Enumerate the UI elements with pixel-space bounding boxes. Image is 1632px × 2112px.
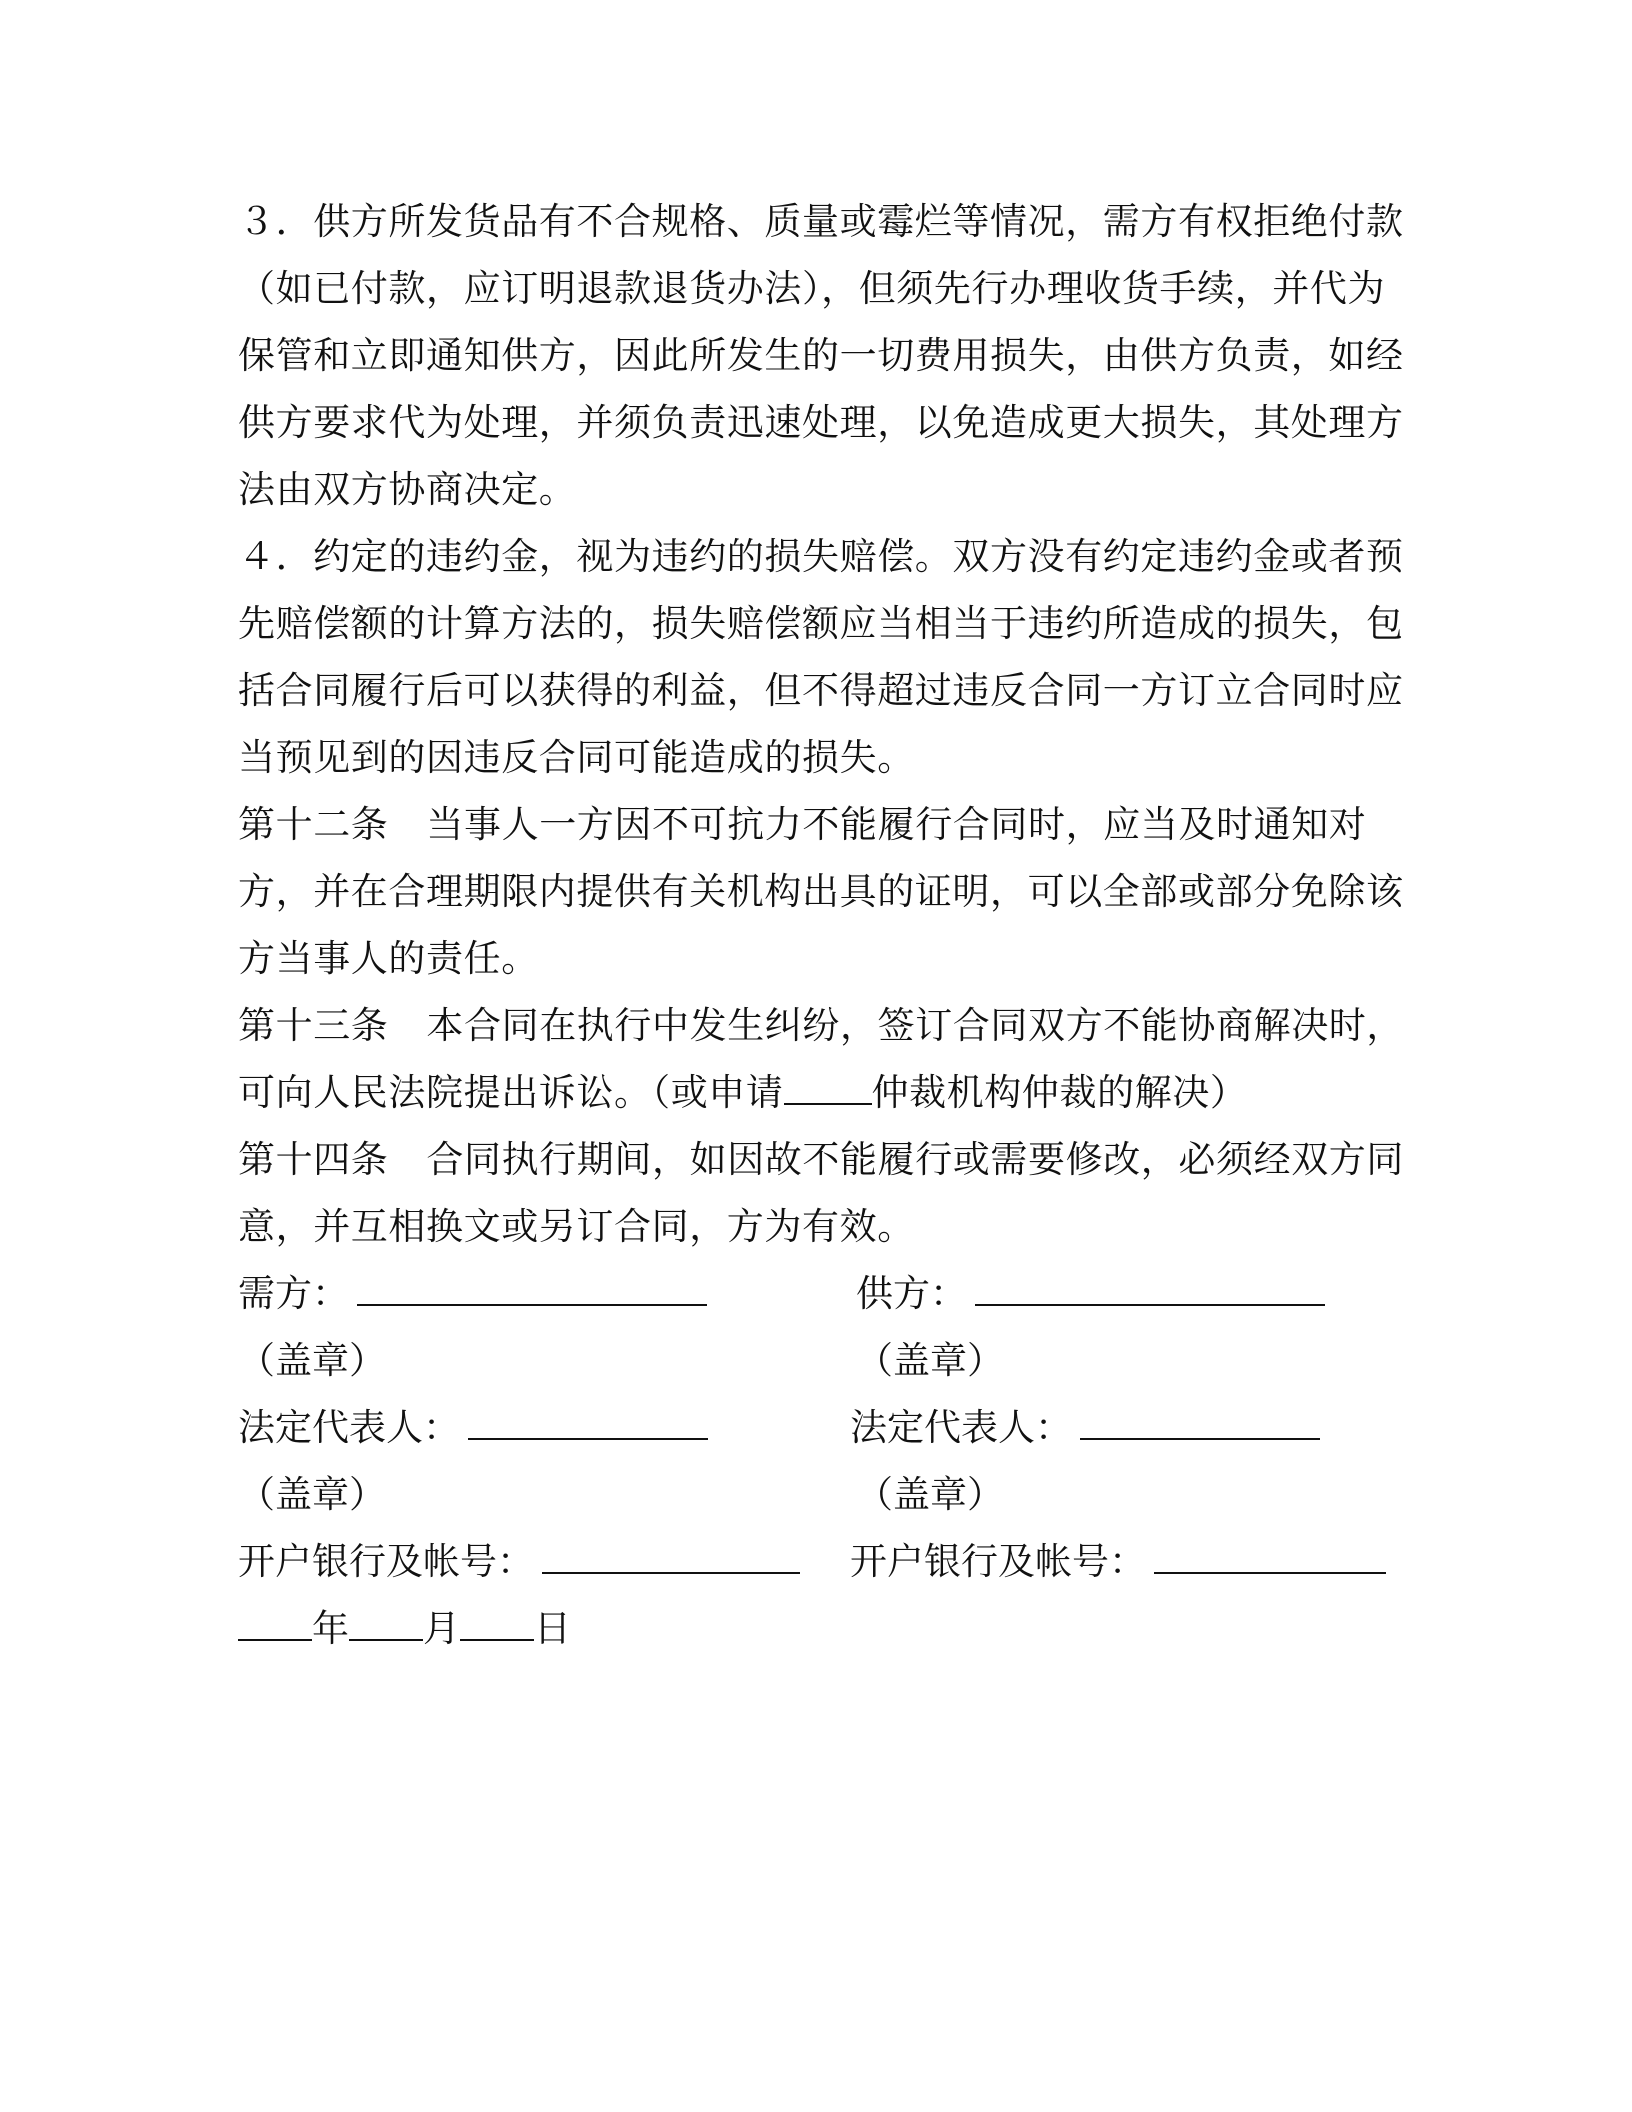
supplier-blank[interactable] <box>975 1260 1325 1306</box>
buyer-legal-rep-seal: （盖章） <box>238 1473 386 1516</box>
buyer-legal-rep-label: 法定代表人： <box>238 1406 460 1449</box>
article-14-line-1 <box>238 1126 1405 1193</box>
buyer-bank-field <box>238 1528 800 1595</box>
article-14-line-2: 意，并互相换文或另订合同，方为有效。 <box>238 1205 915 1248</box>
article-13-text-2b: 仲裁机构仲裁的解决） <box>871 1071 1248 1114</box>
supplier-legal-rep-field <box>850 1394 1320 1461</box>
bank-row <box>238 1528 1396 1595</box>
seal-row-2 <box>238 1461 1396 1528</box>
clause-3-line-2: （如已付款，应订明退款退货办法），但须先行办理收货手续，并代为 <box>238 267 1386 310</box>
month-label: 月 <box>423 1607 460 1650</box>
clause-3-line-3: 保管和立即通知供方，因此所发生的一切费用损失，由供方负责，如经 <box>238 334 1404 377</box>
date-row <box>238 1595 1396 1662</box>
buyer-bank-blank[interactable] <box>542 1528 800 1574</box>
supplier-seal: （盖章） <box>856 1339 1004 1382</box>
article-13-text-2a: 可向人民法院提出诉讼。（或申请 <box>238 1071 784 1114</box>
article-12-text-1: 当事人一方因不可抗力不能履行合同时，应当及时通知对 <box>426 803 1367 846</box>
year-label: 年 <box>312 1607 349 1650</box>
supplier-bank-field <box>850 1528 1386 1595</box>
seal-row-1 <box>238 1327 1396 1394</box>
clause-3-line-4: 供方要求代为处理，并须负责迅速处理，以免造成更大损失，其处理方 <box>238 401 1404 444</box>
clause-4-line-1: ４．约定的违约金，视为违约的损失赔偿。双方没有约定违约金或者预 <box>238 535 1404 578</box>
buyer-bank-label: 开户银行及帐号： <box>238 1540 534 1583</box>
article-13-text-1: 本合同在执行中发生纠纷，签订合同双方不能协商解决时， <box>426 1004 1405 1047</box>
buyer-seal: （盖章） <box>238 1339 386 1382</box>
legal-rep-row <box>238 1394 1396 1461</box>
clause-4-line-4: 当预见到的因违反合同可能造成的损失。 <box>238 736 915 779</box>
month-blank[interactable] <box>349 1595 423 1641</box>
buyer-field <box>238 1260 707 1327</box>
supplier-legal-rep-blank[interactable] <box>1080 1394 1320 1440</box>
article-12-line-2: 方，并在合理期限内提供有关机构出具的证明，可以全部或部分免除该 <box>238 870 1404 913</box>
article-12-label: 第十二条 <box>238 803 389 846</box>
article-13-line-1 <box>238 992 1405 1059</box>
day-label: 日 <box>534 1607 571 1650</box>
contract-page <box>238 188 1405 1662</box>
buyer-label: 需方： <box>238 1272 349 1315</box>
buyer-legal-rep-field <box>238 1394 708 1461</box>
party-names-row <box>238 1260 1396 1327</box>
clause-4-line-3: 括合同履行后可以获得的利益，但不得超过违反合同一方订立合同时应 <box>238 669 1404 712</box>
supplier-bank-label: 开户银行及帐号： <box>850 1540 1146 1583</box>
article-13-label: 第十三条 <box>238 1004 389 1047</box>
article-12-line-1 <box>238 791 1396 858</box>
supplier-field <box>856 1260 1325 1327</box>
clause-3-line-1: ３．供方所发货品有不合规格、质量或霉烂等情况，需方有权拒绝付款 <box>238 200 1404 243</box>
article-14-label: 第十四条 <box>238 1138 389 1181</box>
year-blank[interactable] <box>238 1595 312 1641</box>
supplier-legal-rep-seal: （盖章） <box>856 1473 1004 1516</box>
supplier-bank-blank[interactable] <box>1154 1528 1386 1574</box>
arbitration-blank[interactable] <box>784 1059 872 1105</box>
supplier-label: 供方： <box>856 1272 967 1315</box>
buyer-blank[interactable] <box>357 1260 707 1306</box>
buyer-legal-rep-blank[interactable] <box>468 1394 708 1440</box>
clause-3-line-5: 法由双方协商决定。 <box>238 468 577 511</box>
date-field <box>238 1595 571 1662</box>
article-14-text-1: 合同执行期间，如因故不能履行或需要修改，必须经双方同 <box>426 1138 1405 1181</box>
supplier-legal-rep-label: 法定代表人： <box>850 1406 1072 1449</box>
clause-4-line-2: 先赔偿额的计算方法的，损失赔偿额应当相当于违约所造成的损失，包 <box>238 602 1404 645</box>
article-12-line-3: 方当事人的责任。 <box>238 937 539 980</box>
day-blank[interactable] <box>460 1595 534 1641</box>
article-13-line-2 <box>238 1059 1396 1126</box>
